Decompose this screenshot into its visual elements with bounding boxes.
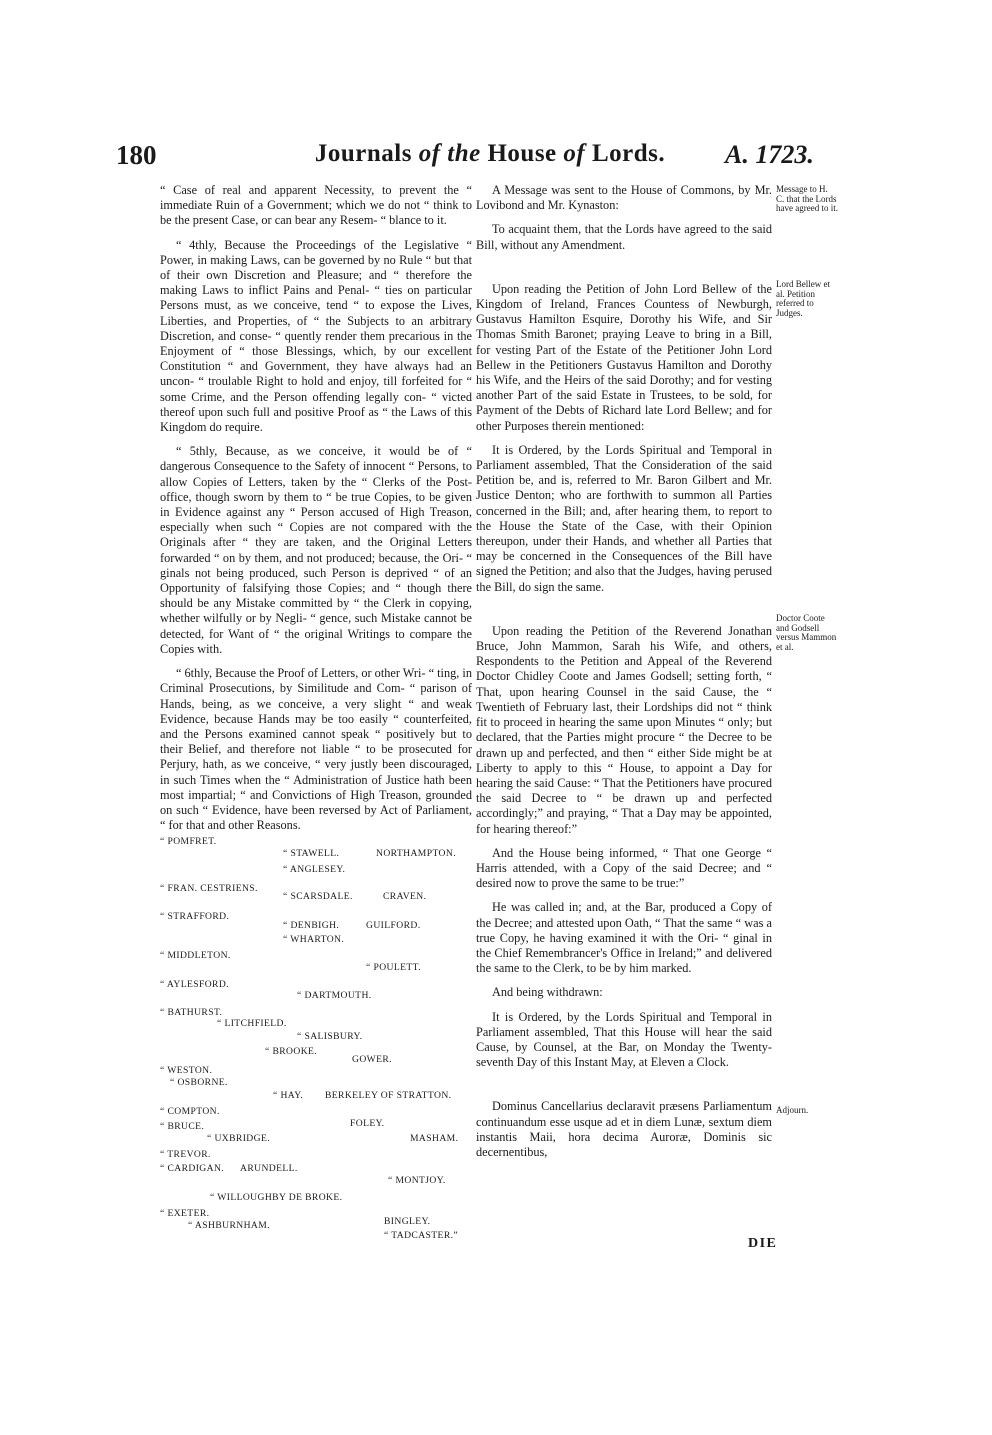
signature: “ MIDDLETON. bbox=[160, 950, 231, 961]
entry-paragraph: To acquaint them, that the Lords have agreed to the said Bill, without any Amendment. bbox=[476, 222, 772, 252]
margin-note: Message to H. C. that the Lords have agreed to it. bbox=[776, 184, 838, 214]
signature: “ TADCASTER.” bbox=[384, 1230, 459, 1241]
title-lords: Lords. bbox=[591, 140, 666, 167]
signature: CRAVEN. bbox=[383, 891, 427, 902]
margin-note: Adjourn. bbox=[776, 1105, 809, 1115]
entry-paragraph: And being withdrawn: bbox=[492, 985, 603, 1000]
signature: “ OSBORNE. bbox=[170, 1077, 228, 1088]
signature: “ COMPTON. bbox=[160, 1106, 220, 1117]
signature: ARUNDELL. bbox=[240, 1163, 298, 1174]
protest-paragraph: “ 5thly, Because, as we conceive, it would be of “ dangerous Consequence to the Safety of innocent “ Persons, to allow Copies of Letters, taken by the “ Clerks of the Post-office, though sworn by them to “ be true Copies, to be given in Evidence against any “ Person accused of High Treason, especially when such “ Copies are not compared with the Originals after “ they are taken, and the Original Letters forwarded “ on by them, and not produced; because, the Ori- “ ginals not being produced, such Person is deprived “ of an Opportunity of falsifying those Copies; and “ though there should be any Mistake committed by “ the Clerk in copying, whether wilfully or by Negli- “ gence, such Mistake cannot be detected, for Want of “ the original Writings to compare the Copies with. bbox=[160, 444, 472, 656]
protest-paragraph: “ 4thly, Because the Proceedings of the Legislative “ Power, in making Laws, can be governed by no Rule “ but that of their own Discretion and Pleasure; and “ therefore the making Laws to inflict Pains and Penal- “ ties on particular Persons must, as we conceive, tend “ to expose the Lives, Liberties, and Properties, of “ the Subjects to an arbitrary Discretion, and conse- “ quently render them precarious in the Enjoyment of “ those Blessings, which, by our excellent Constitution “ and Government, they have always had an uncon- “ troulable Right to hold and enjoy, till forfeited for “ some Crime, and the Person offending legally con- “ victed thereof upon such full and positive Proof as “ the Laws of this Kingdom do require. bbox=[160, 237, 472, 435]
signature: “ ASHBURNHAM. bbox=[188, 1220, 270, 1231]
signature: “ WILLOUGHBY DE BROKE. bbox=[210, 1192, 343, 1203]
signature: “ UXBRIDGE. bbox=[207, 1133, 271, 1144]
signature: “ POULETT. bbox=[366, 962, 421, 973]
signature: GOWER. bbox=[352, 1054, 392, 1065]
signature: “ STAWELL. bbox=[283, 848, 340, 859]
catchword: DIE bbox=[748, 1236, 778, 1251]
signature: “ SCARSDALE. bbox=[283, 891, 353, 902]
entry-paragraph: Upon reading the Petition of the Reverend Jonathan Bruce, John Mammon, Sarah his Wife, and others, Respondents to the Petition and Appeal of the Reverend Doctor Chidley Coote and James Godsell; setting forth, “ That, upon hearing Counsel in the said Cause, the “ Twentieth of February last, their Lordships did not “ think fit to proceed in hearing the same upon Minutes “ only; but declared, that the Parties might procure “ the Decree to be drawn up and perfected, and then “ either Side might be at Liberty to apply to this “ House, to appoint a Day for hearing the said Cause: “ That the Petitioners have procured the said Decree to “ be drawn up and perfected accordingly;” and praying, “ That a Day may be appointed, for hearing thereof:” bbox=[476, 623, 772, 836]
entry-paragraph: Upon reading the Petition of John Lord Bellew of the Kingdom of Ireland, Frances Countess of Newburgh, Gustavus Hamilton Esquire, Dorothy his Wife, and Sir Thomas Smith Baronet; praying Leave to bring in a Bill, for vesting Part of the Estate of the Petitioner John Lord Bellew in the Petitioners Gustavus Hamilton and Dorothy his Wife, and the Heirs of the said Dorothy; and for vesting another Part of the said Estate in Trustees, to be sold, for Payment of the Debts of Richard late Lord Bellew; and for other Purposes therein mentioned: bbox=[476, 281, 772, 433]
entry-paragraph: It is Ordered, by the Lords Spiritual and Temporal in Parliament assembled, That this House will hear the said Cause, by Counsel, at the Bar, on Monday the Twenty-seventh Day of this Instant May, at Eleven a Clock. bbox=[476, 1009, 772, 1070]
signature: “ BATHURST. bbox=[160, 1007, 223, 1018]
signature: “ HAY. bbox=[273, 1090, 304, 1101]
signature: “ DENBIGH. bbox=[283, 920, 340, 931]
margin-note: Doctor Coote and Godsell versus Mammon et al. bbox=[776, 613, 837, 652]
signature: “ WHARTON. bbox=[283, 934, 345, 945]
signature: FOLEY. bbox=[350, 1118, 385, 1129]
entry-paragraph: It is Ordered, by the Lords Spiritual and Temporal in Parliament assembled, That the Consideration of the said Petition be, and is, referred to Mr. Baron Gilbert and Mr. Justice Denton; who are forthwith to summon all Parties concerned in the Bill; and, after hearing them, to report to the House the State of the Case, with their Opinion thereupon, under their Hands, and whether all Parties that may be concerned in the Consequences of the Bill have signed the Petition; and also that the Judges, having perused the Bill, do sign the same. bbox=[476, 442, 772, 594]
protest-paragraph: “ Case of real and apparent Necessity, to prevent the “ immediate Ruin of a Government; which we do not “ think to be the present Case, or can bear any Resem- “ blance to it. bbox=[160, 183, 472, 228]
signature: BINGLEY. bbox=[384, 1216, 431, 1227]
signature: “ LITCHFIELD. bbox=[217, 1018, 287, 1029]
margin-note: Lord Bellew et al. Petition referred to Judges. bbox=[776, 279, 830, 318]
protest-paragraph: “ 6thly, Because the Proof of Letters, or other Wri- “ ting, in Criminal Prosecutions, by Similitude and Com- “ parison of Hands, being, as we conceive, a very slight “ and weak Evidence, because Hands may be too easily “ counterfeited, and the Persons examined cannot speak “ positively but to their Belief, and therefore not liable “ to be prosecuted for Perjury, hath, as we conceive, “ very justly been discouraged, in such Times when the “ Administration of Justice hath been most impartial; “ and Convictions of High Treason, grounded on such “ Evidence, have been reversed by Act of Parliament, “ for that and other Reasons. bbox=[160, 666, 472, 833]
signature: “ MONTJOY. bbox=[388, 1175, 446, 1186]
entry-paragraph: He was called in; and, at the Bar, produced a Copy of the Decree; and attested upon Oath, “ That the same “ was a true Copy, he having examined it with the Ori- “ ginal in the Chief Remembrancer's Office in Ireland;” and delivered the same to the Clerk, to be by him marked. bbox=[476, 900, 772, 976]
title-house: House bbox=[487, 140, 557, 167]
page-year: A. 1723. bbox=[725, 140, 814, 169]
entry-paragraph: A Message was sent to the House of Commons, by Mr. Lovibond and Mr. Kynaston: bbox=[476, 183, 772, 213]
right-column bbox=[476, 183, 772, 1169]
title-of: of bbox=[563, 140, 586, 167]
signature: GUILFORD. bbox=[366, 920, 421, 931]
signature: “ BRUCE. bbox=[160, 1121, 205, 1132]
signature: NORTHAMPTON. bbox=[376, 848, 457, 859]
signature: “ BROOKE. bbox=[265, 1046, 318, 1057]
signature: BERKELEY OF STRATTON. bbox=[325, 1090, 452, 1101]
left-column bbox=[160, 183, 472, 842]
entry-paragraph: And the House being informed, “ That one George “ Harris attended, with a Copy of the said Decree; and “ desired now to prove the same to be true:” bbox=[476, 845, 772, 891]
signature: MASHAM. bbox=[410, 1133, 459, 1144]
signature: “ POMFRET. bbox=[160, 836, 217, 847]
signature: “ STRAFFORD. bbox=[160, 911, 230, 922]
signature: “ CARDIGAN. bbox=[160, 1163, 225, 1174]
running-title bbox=[300, 140, 680, 168]
title-of-the: of the bbox=[418, 140, 481, 167]
signature: “ SALISBURY. bbox=[297, 1031, 363, 1042]
signature: “ DARTMOUTH. bbox=[297, 990, 372, 1001]
signature: “ TREVOR. bbox=[160, 1149, 211, 1160]
signature: “ ANGLESEY. bbox=[283, 864, 346, 875]
entry-paragraph: Dominus Cancellarius declaravit præsens Parliamentum continuandum esse usque ad et in diem Lunæ, sextum diem instantis Maii, hora decima Auroræ, Dominis sic decernentibus, bbox=[476, 1099, 772, 1159]
page-number: 180 bbox=[116, 140, 157, 170]
signature: “ EXETER. bbox=[160, 1208, 210, 1219]
title-journals: Journals bbox=[314, 140, 412, 167]
signature: “ WESTON. bbox=[160, 1065, 213, 1076]
signature: “ AYLESFORD. bbox=[160, 979, 229, 990]
signature: “ FRAN. CESTRIENS. bbox=[160, 883, 258, 894]
